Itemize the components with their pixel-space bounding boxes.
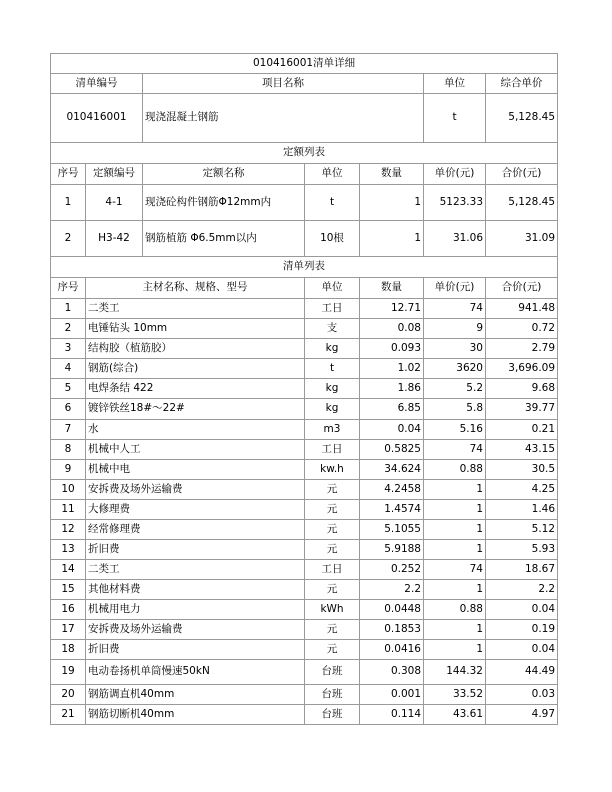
- material-total: 5.12: [486, 520, 558, 540]
- quota-total-header: 合价(元): [486, 164, 558, 185]
- material-unit-price: 5.2: [424, 379, 486, 399]
- material-unit: 支: [305, 319, 360, 339]
- material-row: [51, 359, 558, 379]
- bill-name: 现浇混凝土钢筋: [143, 94, 424, 143]
- quota-total: 31.09: [486, 221, 558, 257]
- material-seq: 19: [51, 660, 86, 685]
- title-row: [51, 54, 558, 74]
- material-total: 0.04: [486, 600, 558, 620]
- material-qty: 12.71: [360, 299, 424, 319]
- bill-detail-table: [50, 53, 558, 725]
- material-total: 3,696.09: [486, 359, 558, 379]
- bill-code-header: 清单编号: [51, 74, 143, 94]
- material-seq: 9: [51, 460, 86, 480]
- material-row: [51, 620, 558, 640]
- material-unit: 台班: [305, 660, 360, 685]
- quota-unit-price-header: 单价(元): [424, 164, 486, 185]
- material-name: 经常修理费: [86, 520, 305, 540]
- material-row: [51, 560, 558, 580]
- material-name-header: 主材名称、规格、型号: [86, 278, 305, 299]
- material-qty: 1.86: [360, 379, 424, 399]
- bill-code: 010416001: [51, 94, 143, 143]
- material-row: [51, 640, 558, 660]
- material-row: [51, 480, 558, 500]
- material-unit: 工日: [305, 560, 360, 580]
- material-unit: 元: [305, 480, 360, 500]
- quota-code-header: 定额编号: [86, 164, 143, 185]
- bill-price-header: 综合单价: [486, 74, 558, 94]
- material-qty: 5.1055: [360, 520, 424, 540]
- quota-section-title: 定额列表: [51, 143, 558, 164]
- quota-row: [51, 221, 558, 257]
- material-total: 941.48: [486, 299, 558, 319]
- material-name: 大修理费: [86, 500, 305, 520]
- bill-price: 5,128.45: [486, 94, 558, 143]
- material-seq: 14: [51, 560, 86, 580]
- material-row: [51, 540, 558, 560]
- material-total: 44.49: [486, 660, 558, 685]
- material-unit-price: 30: [424, 339, 486, 359]
- material-seq: 17: [51, 620, 86, 640]
- material-unit: 元: [305, 500, 360, 520]
- quota-header-row: [51, 164, 558, 185]
- material-seq: 18: [51, 640, 86, 660]
- material-total: 0.21: [486, 420, 558, 440]
- material-total: 9.68: [486, 379, 558, 399]
- bill-unit: t: [424, 94, 486, 143]
- material-qty: 0.001: [360, 685, 424, 705]
- material-seq: 4: [51, 359, 86, 379]
- material-total: 0.19: [486, 620, 558, 640]
- material-total: 0.72: [486, 319, 558, 339]
- quota-code: 4-1: [86, 185, 143, 221]
- material-unit: 元: [305, 640, 360, 660]
- material-unit: t: [305, 359, 360, 379]
- material-seq: 5: [51, 379, 86, 399]
- quota-code: H3-42: [86, 221, 143, 257]
- material-name: 钢筋调直机40mm: [86, 685, 305, 705]
- material-qty: 4.2458: [360, 480, 424, 500]
- material-unit-price: 74: [424, 560, 486, 580]
- material-total: 4.97: [486, 705, 558, 725]
- material-qty: 0.0416: [360, 640, 424, 660]
- material-row: [51, 319, 558, 339]
- material-seq: 15: [51, 580, 86, 600]
- material-unit-price: 9: [424, 319, 486, 339]
- quota-unit-price: 31.06: [424, 221, 486, 257]
- material-name: 机械中人工: [86, 440, 305, 460]
- material-unit-price-header: 单价(元): [424, 278, 486, 299]
- bill-name-header: 项目名称: [143, 74, 424, 94]
- material-seq: 8: [51, 440, 86, 460]
- quota-unit: 10根: [305, 221, 360, 257]
- material-unit: kg: [305, 339, 360, 359]
- material-name: 机械用电力: [86, 600, 305, 620]
- quota-seq: 1: [51, 185, 86, 221]
- material-qty: 0.0448: [360, 600, 424, 620]
- material-row: [51, 500, 558, 520]
- quota-total: 5,128.45: [486, 185, 558, 221]
- material-qty: 0.114: [360, 705, 424, 725]
- material-qty: 5.9188: [360, 540, 424, 560]
- material-unit-price: 1: [424, 580, 486, 600]
- material-qty: 2.2: [360, 580, 424, 600]
- material-unit-price: 43.61: [424, 705, 486, 725]
- material-unit: 台班: [305, 705, 360, 725]
- quota-unit-price: 5123.33: [424, 185, 486, 221]
- material-total: 0.04: [486, 640, 558, 660]
- material-row: [51, 705, 558, 725]
- material-row: [51, 660, 558, 685]
- material-name: 折旧费: [86, 540, 305, 560]
- material-qty: 34.624: [360, 460, 424, 480]
- material-row: [51, 520, 558, 540]
- material-seq: 20: [51, 685, 86, 705]
- material-row: [51, 379, 558, 399]
- material-unit-price: 5.8: [424, 399, 486, 420]
- material-name: 安拆费及场外运输费: [86, 480, 305, 500]
- material-total: 2.2: [486, 580, 558, 600]
- material-total: 30.5: [486, 460, 558, 480]
- material-name: 钢筋(综合): [86, 359, 305, 379]
- material-unit: m3: [305, 420, 360, 440]
- material-unit-price: 0.88: [424, 460, 486, 480]
- material-seq: 3: [51, 339, 86, 359]
- material-seq: 21: [51, 705, 86, 725]
- material-total: 1.46: [486, 500, 558, 520]
- material-unit-price: 74: [424, 440, 486, 460]
- material-unit-price: 1: [424, 620, 486, 640]
- material-unit: kWh: [305, 600, 360, 620]
- material-total: 18.67: [486, 560, 558, 580]
- material-qty: 0.308: [360, 660, 424, 685]
- quota-unit-header: 单位: [305, 164, 360, 185]
- quota-name: 钢筋植筋 Φ6.5mm以内: [143, 221, 305, 257]
- material-name: 二类工: [86, 560, 305, 580]
- material-qty: 1.4574: [360, 500, 424, 520]
- quota-seq-header: 序号: [51, 164, 86, 185]
- material-total: 0.03: [486, 685, 558, 705]
- material-unit-price: 74: [424, 299, 486, 319]
- material-qty: 0.04: [360, 420, 424, 440]
- quota-row: [51, 185, 558, 221]
- quota-section-row: [51, 143, 558, 164]
- quota-unit: t: [305, 185, 360, 221]
- material-row: [51, 600, 558, 620]
- material-unit: 工日: [305, 299, 360, 319]
- material-total: 2.79: [486, 339, 558, 359]
- material-seq: 10: [51, 480, 86, 500]
- bill-unit-header: 单位: [424, 74, 486, 94]
- material-seq: 6: [51, 399, 86, 420]
- material-qty: 6.85: [360, 399, 424, 420]
- material-row: [51, 440, 558, 460]
- material-name: 电焊条结 422: [86, 379, 305, 399]
- material-seq-header: 序号: [51, 278, 86, 299]
- material-unit: 台班: [305, 685, 360, 705]
- material-total-header: 合价(元): [486, 278, 558, 299]
- material-seq: 11: [51, 500, 86, 520]
- quota-qty: 1: [360, 221, 424, 257]
- material-total: 4.25: [486, 480, 558, 500]
- material-name: 水: [86, 420, 305, 440]
- material-unit: 元: [305, 580, 360, 600]
- material-name: 钢筋切断机40mm: [86, 705, 305, 725]
- material-row: [51, 399, 558, 420]
- bill-header-row: [51, 74, 558, 94]
- material-qty: 0.093: [360, 339, 424, 359]
- material-total: 43.15: [486, 440, 558, 460]
- material-unit-price: 5.16: [424, 420, 486, 440]
- material-name: 折旧费: [86, 640, 305, 660]
- material-name: 结构胶（植筋胶）: [86, 339, 305, 359]
- material-row: [51, 460, 558, 480]
- material-qty: 0.08: [360, 319, 424, 339]
- material-unit-price: 3620: [424, 359, 486, 379]
- sheet-title: 010416001清单详细: [51, 54, 558, 74]
- material-unit: 元: [305, 520, 360, 540]
- material-qty: 1.02: [360, 359, 424, 379]
- material-total: 39.77: [486, 399, 558, 420]
- material-seq: 13: [51, 540, 86, 560]
- material-unit-price: 0.88: [424, 600, 486, 620]
- material-section-title: 清单列表: [51, 257, 558, 278]
- material-name: 安拆费及场外运输费: [86, 620, 305, 640]
- material-name: 镀锌铁丝18#～22#: [86, 399, 305, 420]
- material-name: 电锤钻头 10mm: [86, 319, 305, 339]
- quota-qty: 1: [360, 185, 424, 221]
- material-row: [51, 580, 558, 600]
- material-section-row: [51, 257, 558, 278]
- material-seq: 7: [51, 420, 86, 440]
- material-name: 二类工: [86, 299, 305, 319]
- material-seq: 2: [51, 319, 86, 339]
- material-unit: 元: [305, 620, 360, 640]
- quota-qty-header: 数量: [360, 164, 424, 185]
- material-header-row: [51, 278, 558, 299]
- quota-name-header: 定额名称: [143, 164, 305, 185]
- material-unit: kw.h: [305, 460, 360, 480]
- material-seq: 1: [51, 299, 86, 319]
- material-unit-price: 144.32: [424, 660, 486, 685]
- material-seq: 12: [51, 520, 86, 540]
- material-unit: 工日: [305, 440, 360, 460]
- material-qty: 0.252: [360, 560, 424, 580]
- material-row: [51, 420, 558, 440]
- material-row: [51, 299, 558, 319]
- material-row: [51, 339, 558, 359]
- material-unit-price: 1: [424, 640, 486, 660]
- material-unit: kg: [305, 379, 360, 399]
- material-qty-header: 数量: [360, 278, 424, 299]
- material-unit: kg: [305, 399, 360, 420]
- material-unit-price: 1: [424, 500, 486, 520]
- material-qty: 0.5825: [360, 440, 424, 460]
- material-name: 机械中电: [86, 460, 305, 480]
- material-unit-price: 1: [424, 540, 486, 560]
- material-name: 其他材料费: [86, 580, 305, 600]
- material-qty: 0.1853: [360, 620, 424, 640]
- quota-name: 现浇砼构件钢筋Φ12mm内: [143, 185, 305, 221]
- material-unit-price: 1: [424, 520, 486, 540]
- material-name: 电动卷扬机单筒慢速50kN: [86, 660, 305, 685]
- material-seq: 16: [51, 600, 86, 620]
- material-unit-price: 33.52: [424, 685, 486, 705]
- material-unit-price: 1: [424, 480, 486, 500]
- quota-seq: 2: [51, 221, 86, 257]
- material-unit-header: 单位: [305, 278, 360, 299]
- material-unit: 元: [305, 540, 360, 560]
- material-row: [51, 685, 558, 705]
- bill-row: [51, 94, 558, 143]
- material-total: 5.93: [486, 540, 558, 560]
